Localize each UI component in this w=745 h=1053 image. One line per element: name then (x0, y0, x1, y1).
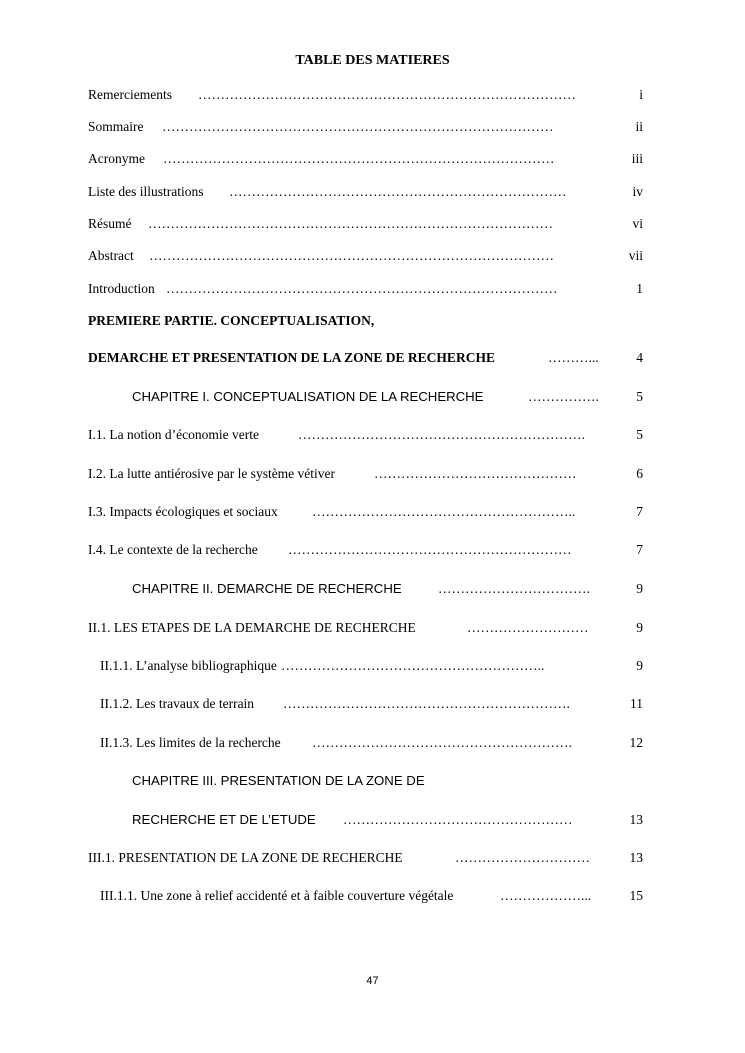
toc-entry-label: II.1.1. L’analyse bibliographique (100, 658, 277, 673)
toc-leader-dots: ……………………………………… (374, 466, 577, 481)
toc-leader-dots: …………………………………………………………………………… (162, 119, 554, 134)
toc-page-number: iii (631, 151, 643, 166)
toc-entry-label: I.1. La notion d’économie verte (88, 427, 259, 442)
toc-leader-dots: ………………………………………………………. (283, 696, 570, 711)
toc-leader-dots: ………………………………………………………………………… (198, 87, 576, 102)
toc-page-number: 11 (630, 696, 643, 711)
toc-page-number: 7 (636, 542, 643, 557)
toc-entry (88, 281, 643, 301)
toc-page-number: 13 (629, 850, 643, 865)
toc-entry (88, 466, 643, 486)
toc-page-number: 7 (636, 504, 643, 519)
toc-page-number: 9 (636, 620, 643, 635)
toc-leader-dots: ………... (548, 350, 599, 365)
toc-entry (88, 248, 643, 268)
toc-page-number: 1 (636, 281, 643, 296)
toc-entry (88, 350, 643, 370)
toc-part-heading (88, 313, 643, 333)
toc-leader-dots: …………………………………………… (343, 812, 573, 827)
toc-page-number: 9 (636, 581, 643, 596)
toc-chapter (88, 581, 643, 601)
toc-entry-label: RECHERCHE ET DE L’ETUDE (132, 812, 316, 827)
toc-page-number: 6 (636, 466, 643, 481)
toc-entry (88, 216, 643, 236)
toc-entry (88, 184, 643, 204)
toc-leader-dots: ………………………………………………….. (312, 504, 576, 519)
toc-entry-label: CHAPITRE I. CONCEPTUALISATION DE LA RECHERCHE (132, 389, 484, 404)
toc-page-number: 5 (636, 389, 643, 404)
toc-leader-dots: ………………………… (455, 850, 590, 865)
toc-leader-dots: ………………………………………………………. (298, 427, 585, 442)
toc-entry (88, 696, 643, 716)
toc-entry-label: PREMIERE PARTIE. CONCEPTUALISATION, (88, 313, 375, 328)
toc-entry (88, 504, 643, 524)
toc-entry (88, 427, 643, 447)
toc-entry-label: I.4. Le contexte de la recherche (88, 542, 258, 557)
toc-entry-label: III.1. PRESENTATION DE LA ZONE DE RECHERCHE (88, 850, 403, 865)
toc-page-number: i (639, 87, 643, 102)
toc-page-number: 4 (636, 350, 643, 365)
toc-entry-label: II.1. LES ETAPES DE LA DEMARCHE DE RECHERCHE (88, 620, 416, 635)
toc-entry-label: II.1.3. Les limites de la recherche (100, 735, 281, 750)
toc-entry-label: Liste des illustrations (88, 184, 204, 199)
toc-entry-label: Remerciements (88, 87, 172, 102)
toc-entry (88, 119, 643, 139)
toc-page-number: iv (632, 184, 643, 199)
toc-leader-dots: …………………………………………………………………………… (163, 151, 555, 166)
toc-entry (88, 87, 643, 107)
toc-entry-label: Acronyme (88, 151, 145, 166)
toc-page-number: 15 (629, 888, 643, 903)
toc-leader-dots: ……………. (528, 389, 599, 404)
toc-page-number: vii (628, 248, 643, 263)
toc-entry (88, 735, 643, 755)
toc-entry (88, 850, 643, 870)
toc-entry-label: Introduction (88, 281, 155, 296)
toc-entry-label: III.1.1. Une zone à relief accidenté et à faible couverture végétale (100, 888, 454, 903)
toc-entry (88, 888, 643, 908)
toc-entry-label: Sommaire (88, 119, 144, 134)
toc-entry (88, 658, 643, 678)
toc-page-number: 12 (629, 735, 643, 750)
toc-leader-dots: ………………………………………………….. (281, 658, 545, 673)
toc-entry-label: CHAPITRE II. DEMARCHE DE RECHERCHE (132, 581, 402, 596)
page-number: 47 (366, 975, 379, 987)
toc-entry-label: CHAPITRE III. PRESENTATION DE LA ZONE DE (132, 773, 425, 788)
toc-leader-dots: ……………………… (467, 620, 589, 635)
toc-leader-dots: ………………... (500, 888, 592, 903)
toc-leader-dots: ………………………………………………………………… (229, 184, 567, 199)
toc-entry (88, 151, 643, 171)
toc-page-number: ii (635, 119, 643, 134)
toc-leader-dots: ……………………………………………………… (288, 542, 572, 557)
toc-entry-label: II.1.2. Les travaux de terrain (100, 696, 255, 711)
toc-entry-label: Abstract (88, 248, 134, 263)
toc-leader-dots: ……………………………. (438, 581, 590, 596)
toc-leader-dots: ……………………………………………………………………………… (149, 248, 554, 263)
toc-entry-label: DEMARCHE ET PRESENTATION DE LA ZONE DE RECHERCHE (88, 350, 495, 365)
toc-page-number: 9 (636, 658, 643, 673)
toc-entry-label: I.2. La lutte antiérosive par le système vétiver (88, 466, 336, 481)
toc-chapter (88, 812, 643, 832)
toc-chapter (88, 389, 643, 409)
toc-page-number: 5 (636, 427, 643, 442)
toc-chapter (88, 773, 643, 793)
toc-entry-label: I.3. Impacts écologiques et sociaux (88, 504, 278, 519)
toc-leader-dots: …………………………………………………. (312, 735, 572, 750)
toc-entry-label: Résumé (88, 216, 132, 231)
toc-leader-dots: ……………………………………………………………………………… (148, 216, 553, 231)
toc-leader-dots: …………………………………………………………………………… (166, 281, 558, 296)
document-title: TABLE DES MATIERES (295, 53, 450, 68)
toc-page-number: vi (632, 216, 643, 231)
toc-entry (88, 542, 643, 562)
toc-entry (88, 620, 643, 640)
toc-page-number: 13 (629, 812, 643, 827)
